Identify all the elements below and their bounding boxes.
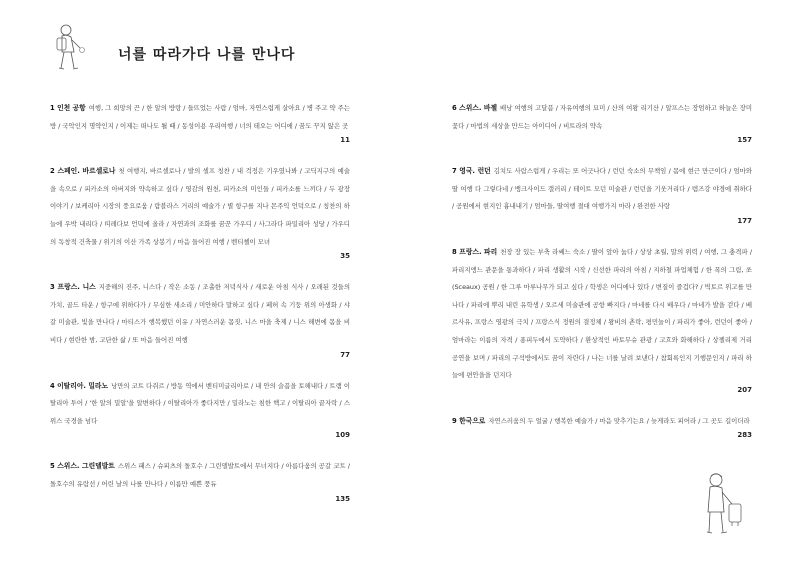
entry-heading: 2 스페인. 바르셀로나 [50,167,116,176]
entry-page-number: 207 [737,385,752,394]
toc-entry [50,100,350,147]
toc-left-column [50,100,350,522]
entry-heading: 5 스위스. 그린델발트 [50,462,115,471]
entry-body: 김치도 사람스럽게 / 우리는 또 어긋나다 / 런던 숙소의 무책임 / 몸에 현근 만근이다 / 엄마와 딸 여행 다 그렇다네 / 뱅크사이드 갤러리 / 테이트 모던 미술관 / 런던을 기웃거리다 / 템즈강 야경에 취하다 / 공원에서 현지인 흉내내기 / 엄마들, 딸여행 절대 여행가지 마라 / 완전한 사랑 [452,167,752,211]
toc-entry [50,279,350,361]
toc-entry [50,163,350,263]
entry-page-number: 157 [737,136,752,145]
toc-entry [452,163,752,228]
entry-body: 천장 장 있는 부축 라쎄느 숙소 / 딸이 앞아 눕다 / 상상 초월, 말의 위력 / 여행, 그 충격파 / 파리지앵느 관문을 통과하다 / 파리 생활의 시작 / 신선한 파리의 아침 / 지하철 파업체험 / 한 폭의 그림, 쏘(Sceaux) 공원 / 한 그루 마루나무가 되고 싶다 / 학생은 어디에나 있다 / 변질이 즐겁다? / 빅토르 위고를 만나다 / 파리에 뿌리 내린 유학생 / 오르세 미술관에 공항 빠지다 / 마네를 다시 배우다 / 마네가 발을 걷다 / 베르사유, 프랑스 영광의 극치 / 프랑스식 정원의 결정체 / 왕비의 촌락, 평민놀이 / 파리가 좋아, 런던이 좋아 / 엄마라는 이름의 자격 / 퐁피두에서 도약하다 / 환상적인 바토무슈 관광 / 고흐와 화해하다 / 상젤리제 거리 공연을 보며 / 파리의 구석방에서도 꿈이 자란다 / 나는 너를 날려 보낸다 / 참회록인지 기행문인지 / 파리 하늘에 편안을을 던지다 [452,247,752,380]
entry-page-number: 77 [340,350,350,359]
entry-heading: 6 스위스. 바젤 [452,104,498,112]
entry-page-number: 283 [737,431,752,440]
toc-entry [452,100,752,147]
entry-body: 지중해의 진주, 니스다 / 작은 소동 / 조촐한 저녁식사 / 새로운 아침 식사 / 오래된 것들의 가치, 골드 타운 / 항구에 위하다가 / 무심한 새소리 / 미안하다 말하고 싶다 / 페허 속 기둥 위의 아생화 / 샤갈 미술관, 빛을 만나다 / 마티스가 행복했던 이유 / 자연스러운 몸짓, 니스 마을 축제 / 니스 해변에 몸을 비비다 / 현란한 밤, 고단한 삶 / 또 마음 들어진 여행 [50,283,350,344]
entry-body: 첫 여행지, 바르셀로나 / 발의 셀프 칭찬 / 내 걱정은 기우였나봐 / 고딕지구의 예술을 속으로 / 피카소의 아버지와 약속하고 싶다 / 영감의 원천, 피카소의 미인들 / 피카소를 느끼다 / 두 광장 이야기 / 보케리아 시장의 풍요로움 / 람블라스 거리의 예술가 / 별 항구를 지나 몬주익 언덕으로 / 칭찬의 하늘에 우박 내리다 / 띠레다보 언덕에 올라 / 자연과의 조화를 꿈꾼 가우디 / 사그라다 파밀리아 성당 / 가우디의 독창적 건축물 / 위기의 이산 가족 상봉기 / 마음 들어진 여행 / 벤티첼이 모녀 [50,167,350,246]
toc-entry [50,458,350,505]
entry-body: 배낭 여행의 고달픔 / 자유여행의 묘미 / 산의 여왕 리기산 / 알프스는 장엄하고 하늘은 장미꽃다 / 마법의 세상을 만드는 아이디어 / 비트라의 약속 [452,104,753,130]
entry-body: 낭만의 코트 다쥐르 / 방동 역에서 벤티미글리아로 / 내 안의 슬픔을 토해내다 / 트램 이탈리아 투어 / '한 알의 밀알'을 알변하다 / 이탈리아가 좋다지만 / 밀라노는 침한 핵고 / 이탈리아 끝자락 / 스위스 국경을 넘다 [50,381,350,425]
toc-entry [452,244,752,397]
entry-page-number: 11 [340,136,350,145]
entry-page-number: 177 [737,216,752,225]
traveler-illustration-right [696,470,746,542]
traveler-illustration-left [52,22,88,76]
entry-page-number: 35 [340,252,350,261]
entry-page-number: 109 [335,431,350,440]
toc-entry [452,413,752,443]
entry-heading: 3 프랑스. 니스 [50,283,96,292]
entry-body: 스위스 패스 / 슈피츠의 돌호수 / 그린델발트에서 무너지다 / 아름다움의 공갈 코트 / 돌호수의 유람선 / 어린 날의 나를 만나다 / 이름만 예쁜 풍듀 [50,462,350,488]
entry-heading: 1 인천 공항 [50,104,86,112]
toc-entry [50,378,350,443]
page-title: 너를 따라가다 나를 만나다 [118,47,296,63]
entry-heading: 4 이탈리아. 밀라노 [50,381,109,390]
entry-heading: 8 프랑스. 파리 [452,247,498,256]
entry-heading: 9 한국으로 [452,416,486,425]
entry-body: 여행, 그 희망의 끈 / 한 알의 방랑 / 들뜨었는 사람 / 엄마, 자연스럽게 살아요 / 병 주고 약 주는 방 / 국악인지 명약인지 / 이제는 떠나도 될 때 / 동성이용 우리여행 / 너의 테오는 어디에 / 꿈도 꾸지 않은 곳 [50,104,350,130]
entry-heading: 7 영국. 런던 [452,167,491,176]
entry-body: 자연스러움의 두 얼굴 / 행복한 예술가 / 마음 맞추기는요 / 늦게라도 피어라 / 그 곳도 길이더라 [488,416,750,425]
toc-right-column [452,100,752,458]
entry-page-number: 135 [335,494,350,503]
